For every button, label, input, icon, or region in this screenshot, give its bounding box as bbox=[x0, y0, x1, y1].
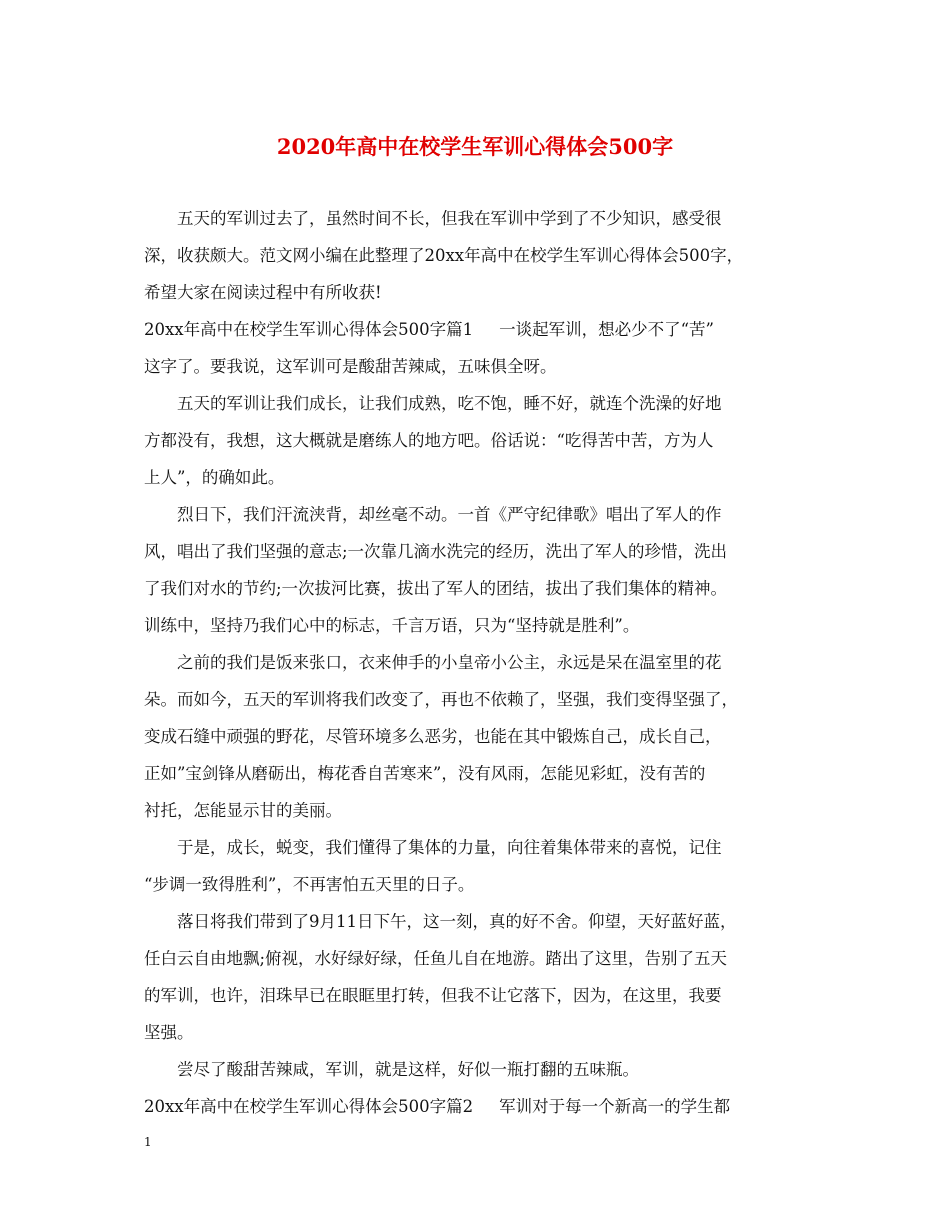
paragraph-line: 风，唱出了我们坚强的意志;一次靠几滴水洗完的经历，洗出了军人的珍惜，洗出 bbox=[144, 542, 728, 561]
paragraph-line: 训练中，坚持乃我们心中的标志，千言万语，只为“坚持就是胜利”。 bbox=[144, 616, 640, 635]
section-text: 军训对于每一个新高一的学生都 bbox=[499, 1097, 731, 1116]
paragraph-line: 上人”，的确如此。 bbox=[144, 468, 285, 487]
paragraph-line: 的军训，也许，泪珠早已在眼眶里打转，但我不让它落下，因为，在这里，我要 bbox=[144, 986, 722, 1005]
paragraph-line: 深，收获颇大。范文网小编在此整理了20xx年高中在校学生军训心得体会500字， bbox=[144, 246, 744, 265]
paragraph-line: 坚强。 bbox=[144, 1023, 194, 1042]
section-heading: 20xx年高中在校学生军训心得体会500字篇2 bbox=[144, 1097, 474, 1116]
section-text: 一谈起军训，想必少不了“苦” bbox=[499, 320, 714, 339]
paragraph-line: 变成石缝中顽强的野花，尽管环境多么恶劣，也能在其中锻炼自己，成长自己， bbox=[144, 727, 722, 746]
page-number: 1 bbox=[144, 1135, 152, 1149]
paragraph-line: 五天的军训让我们成长，让我们成熟，吃不饱，睡不好，就连个洗澡的好地 bbox=[177, 394, 722, 413]
document-title: 2020年高中在校学生军训心得体会500字 bbox=[276, 134, 674, 159]
paragraph-line: 了我们对水的节约;一次拔河比赛，拔出了军人的团结，拔出了我们集体的精神。 bbox=[144, 579, 728, 598]
paragraph-line: 方都没有，我想，这大概就是磨练人的地方吧。俗话说：“吃得苦中苦，方为人 bbox=[144, 431, 714, 450]
paragraph-line: 烈日下，我们汗流浃背，却丝毫不动。一首《严守纪律歌》唱出了军人的作 bbox=[177, 505, 722, 524]
paragraph-line: 尝尽了酸甜苦辣咸，军训，就是这样，好似一瓶打翻的五味瓶。 bbox=[177, 1060, 639, 1079]
paragraph-line: 任白云自由地飘;俯视，水好绿好绿，任鱼儿自在地游。踏出了这里，告别了五天 bbox=[144, 949, 728, 968]
paragraph-line: 朵。而如今，五天的军训将我们改变了，再也不依赖了，坚强，我们变得坚强了， bbox=[144, 690, 738, 709]
paragraph-line: “步调一致得胜利”，不再害怕五天里的日子。 bbox=[144, 875, 475, 894]
section-heading: 20xx年高中在校学生军训心得体会500字篇1 bbox=[144, 320, 474, 339]
paragraph-line: 这字了。要我说，这军训可是酸甜苦辣咸，五味俱全呀。 bbox=[144, 357, 557, 376]
paragraph-line: 之前的我们是饭来张口，衣来伸手的小皇帝小公主，永远是呆在温室里的花 bbox=[177, 653, 722, 672]
paragraph-line: 五天的军训过去了，虽然时间不长，但我在军训中学到了不少知识，感受很 bbox=[177, 209, 722, 228]
paragraph-line: 希望大家在阅读过程中有所收获! bbox=[144, 283, 382, 302]
paragraph-line: 于是，成长，蜕变，我们懂得了集体的力量，向往着集体带来的喜悦，记住 bbox=[177, 838, 722, 857]
paragraph-line: 衬托，怎能显示甘的美丽。 bbox=[144, 801, 342, 820]
section-heading-line bbox=[144, 1095, 808, 1119]
paragraph-line: 正如”宝剑锋从磨砺出，梅花香自苦寒来”，没有风雨，怎能见彩虹，没有苦的 bbox=[144, 764, 706, 783]
section-heading-line bbox=[144, 318, 808, 342]
paragraph-line: 落日将我们带到了9月11日下午，这一刻，真的好不舍。仰望，天好蓝好蓝， bbox=[177, 912, 737, 931]
